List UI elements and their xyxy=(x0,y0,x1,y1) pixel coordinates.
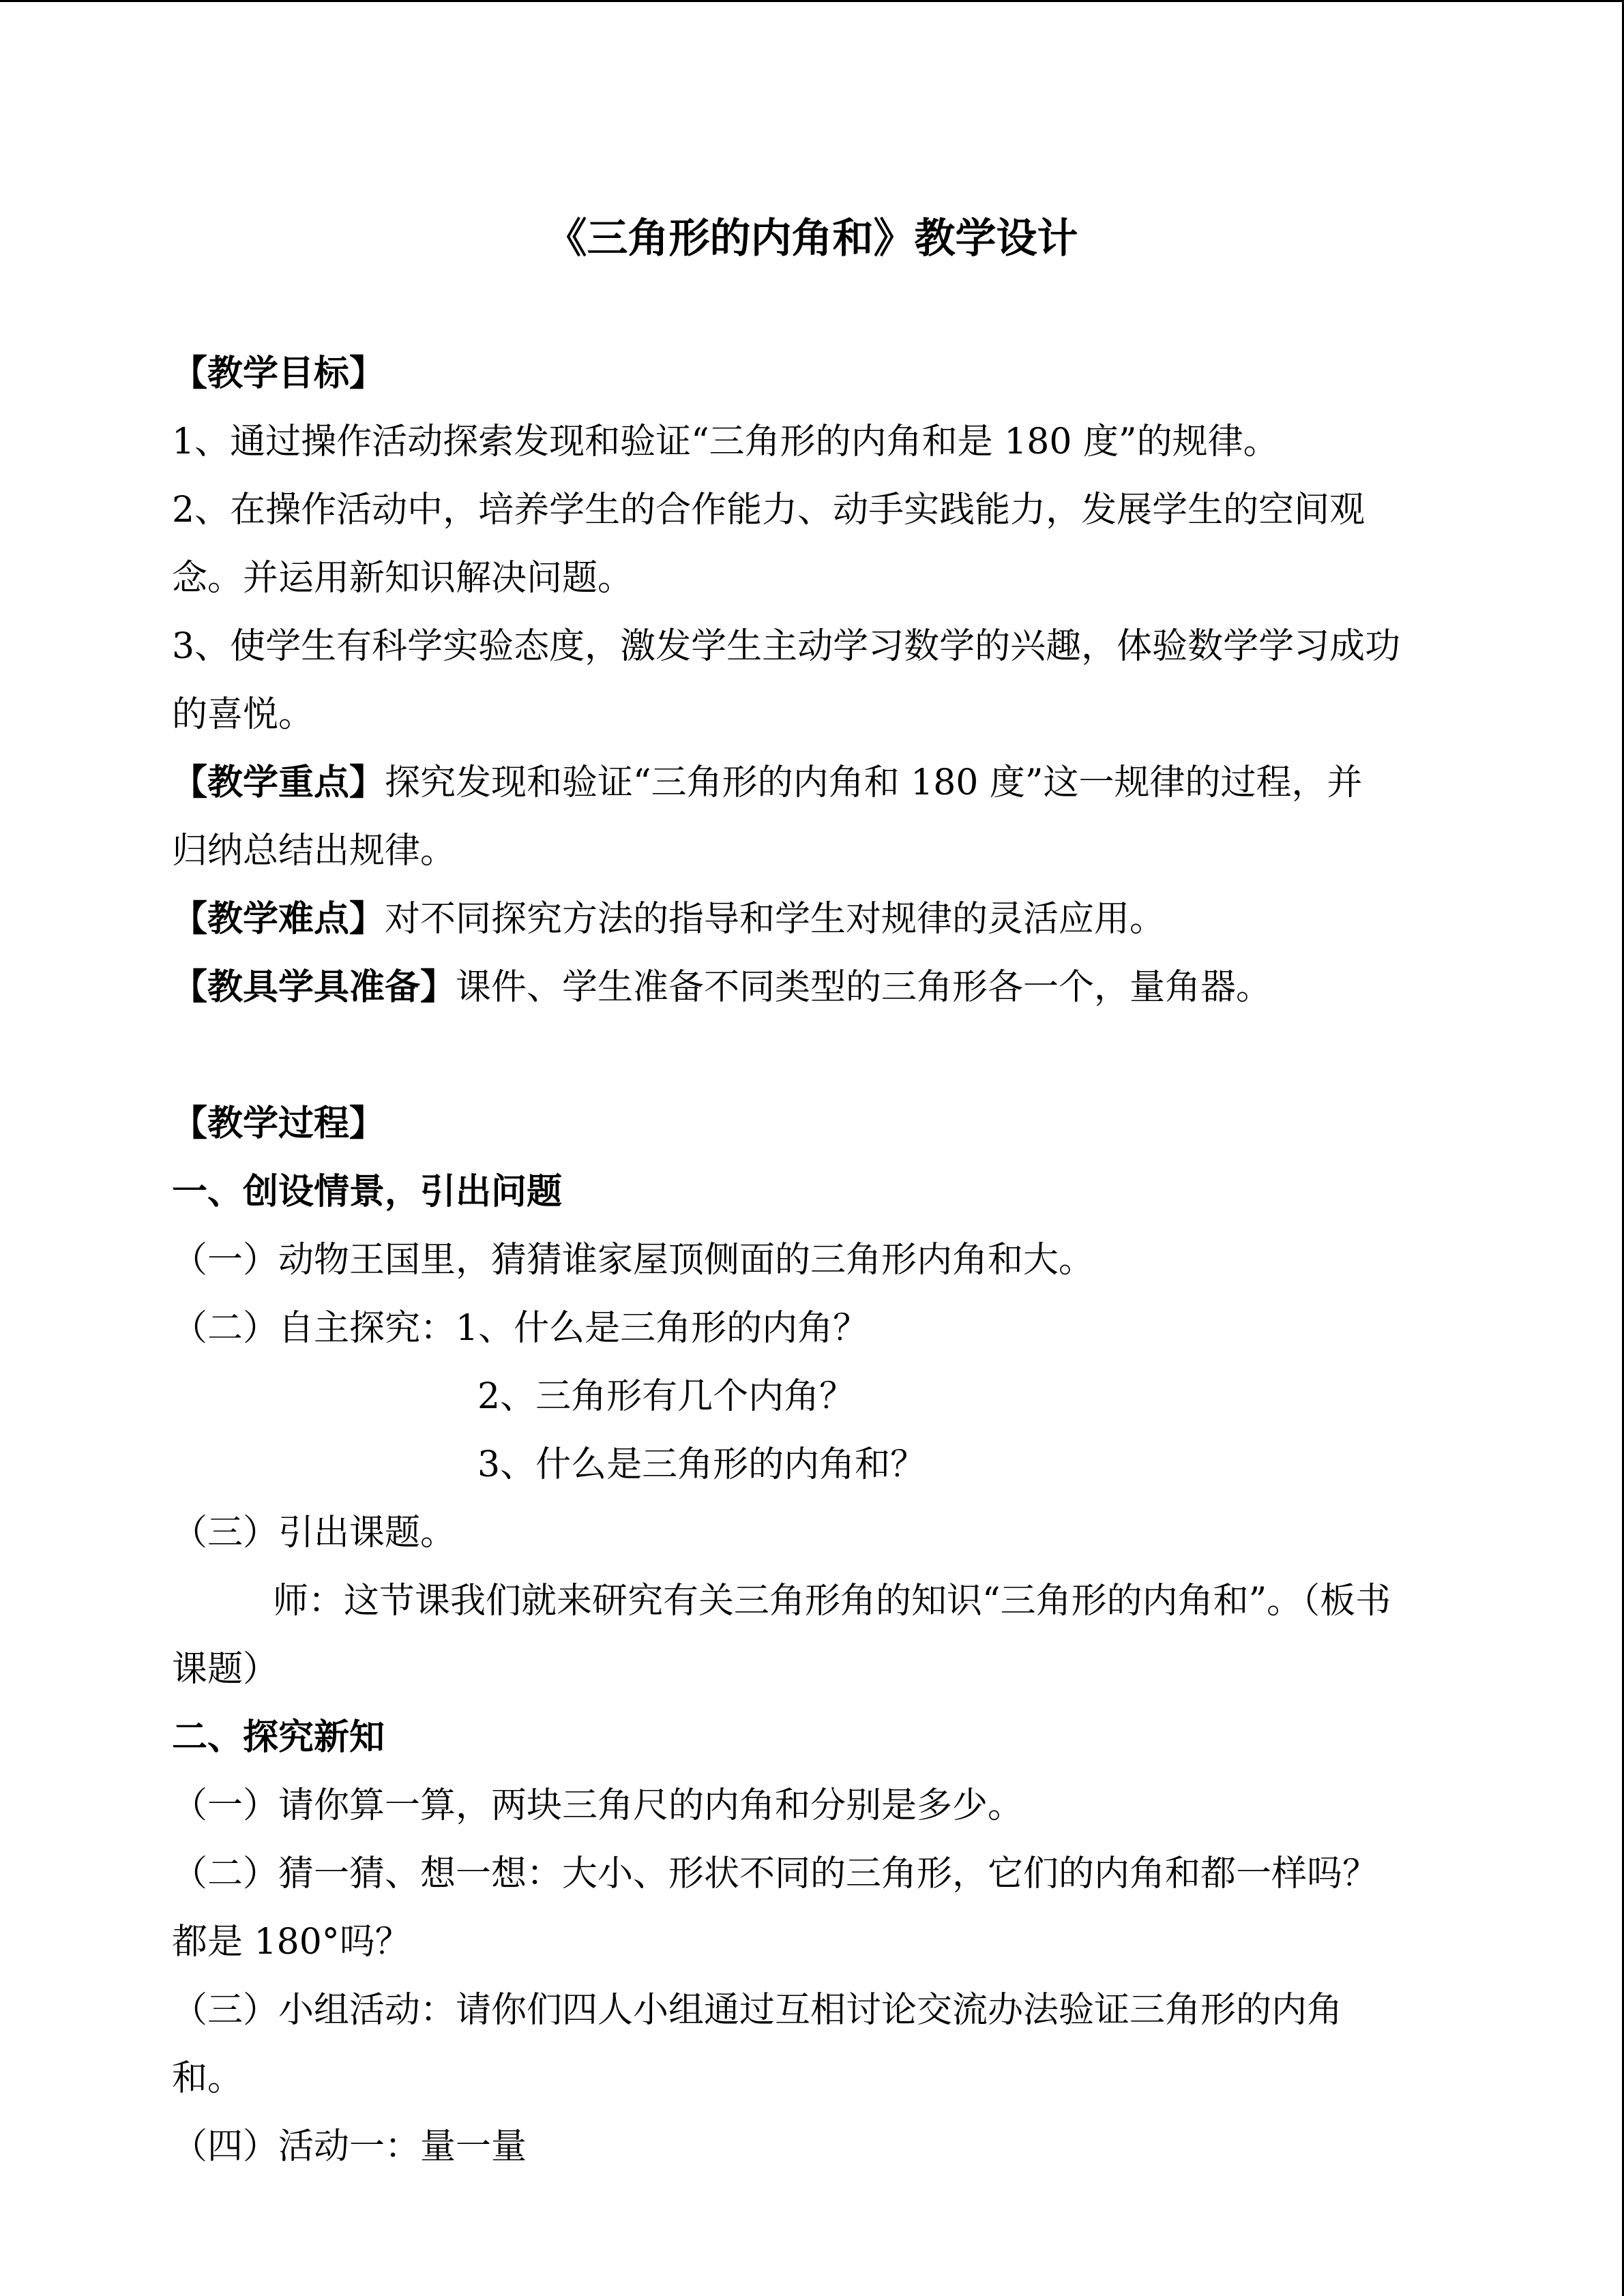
materials-label: 【教具学具准备】 xyxy=(172,967,456,1008)
section-1-teacher-line-1: 师：这节课我们就来研究有关三角形角的知识“三角形的内角和”。（板书 xyxy=(273,1581,1391,1622)
objective-item-3-line-2: 的喜悦。 xyxy=(172,694,314,735)
key-point-label: 【教学重点】 xyxy=(172,762,385,803)
section-1-item-2-sub-2: 2、三角形有几个内角？ xyxy=(477,1376,855,1417)
section-2-item-2-line-1: （二）猜一猜、想一想：大小、形状不同的三角形，它们的内角和都一样吗？ xyxy=(172,1853,1378,1894)
objective-item-2-line-2: 念。并运用新知识解决问题。 xyxy=(172,558,634,599)
section-2-item-4: （四）活动一：量一量 xyxy=(172,2126,527,2167)
objective-item-2-line-1: 2、在操作活动中，培养学生的合作能力、动手实践能力，发展学生的空间观 xyxy=(172,490,1365,531)
page-border-top xyxy=(0,0,1624,2)
section-2-heading: 二、探究新知 xyxy=(172,1717,385,1758)
section-2-item-1: （一）请你算一算，两块三角尺的内角和分别是多少。 xyxy=(172,1785,1024,1826)
document-body xyxy=(172,340,1502,2181)
section-1-heading: 一、创设情景，引出问题 xyxy=(172,1172,563,1212)
key-point-text: 探究发现和验证“三角形的内角和 180 度”这一规律的过程，并 xyxy=(385,762,1363,803)
objective-item-1: 1、通过操作活动探索发现和验证“三角形的内角和是 180 度”的规律。 xyxy=(172,421,1279,462)
section-1-item-1: （一）动物王国里，猜猜谁家屋顶侧面的三角形内角和大。 xyxy=(172,1240,1095,1281)
section-1-teacher-line-2: 课题） xyxy=(172,1649,279,1690)
section-2-item-2-line-2: 都是 180°吗？ xyxy=(172,1922,411,1963)
difficulty-line xyxy=(172,885,1502,953)
materials-text: 课件、学生准备不同类型的三角形各一个，量角器。 xyxy=(456,967,1272,1008)
section-1-item-3: （三）引出课题。 xyxy=(172,1512,456,1553)
difficulty-label: 【教学难点】 xyxy=(172,899,385,940)
section-1-item-2: （二）自主探究：1、什么是三角形的内角？ xyxy=(172,1308,869,1349)
section-1-item-2-sub-3: 3、什么是三角形的内角和？ xyxy=(477,1444,926,1485)
difficulty-text: 对不同探究方法的指导和学生对规律的灵活应用。 xyxy=(385,899,1166,940)
section-2-item-3-line-1: （三）小组活动：请你们四人小组通过互相讨论交流办法验证三角形的内角 xyxy=(172,1990,1343,2031)
section-2-item-3-line-2: 和。 xyxy=(172,2058,243,2099)
key-point-line-1 xyxy=(172,749,1502,817)
document-title: 《三角形的内角和》教学设计 xyxy=(546,215,1078,263)
process-heading: 【教学过程】 xyxy=(172,1103,385,1144)
objective-item-3-line-1: 3、使学生有科学实验态度，激发学生主动学习数学的兴趣，体验数学学习成功 xyxy=(172,626,1401,667)
objectives-heading: 【教学目标】 xyxy=(172,353,385,394)
key-point-line-2: 归纳总结出规律。 xyxy=(172,831,456,871)
section-gap xyxy=(172,1022,1502,1090)
materials-line xyxy=(172,953,1502,1022)
